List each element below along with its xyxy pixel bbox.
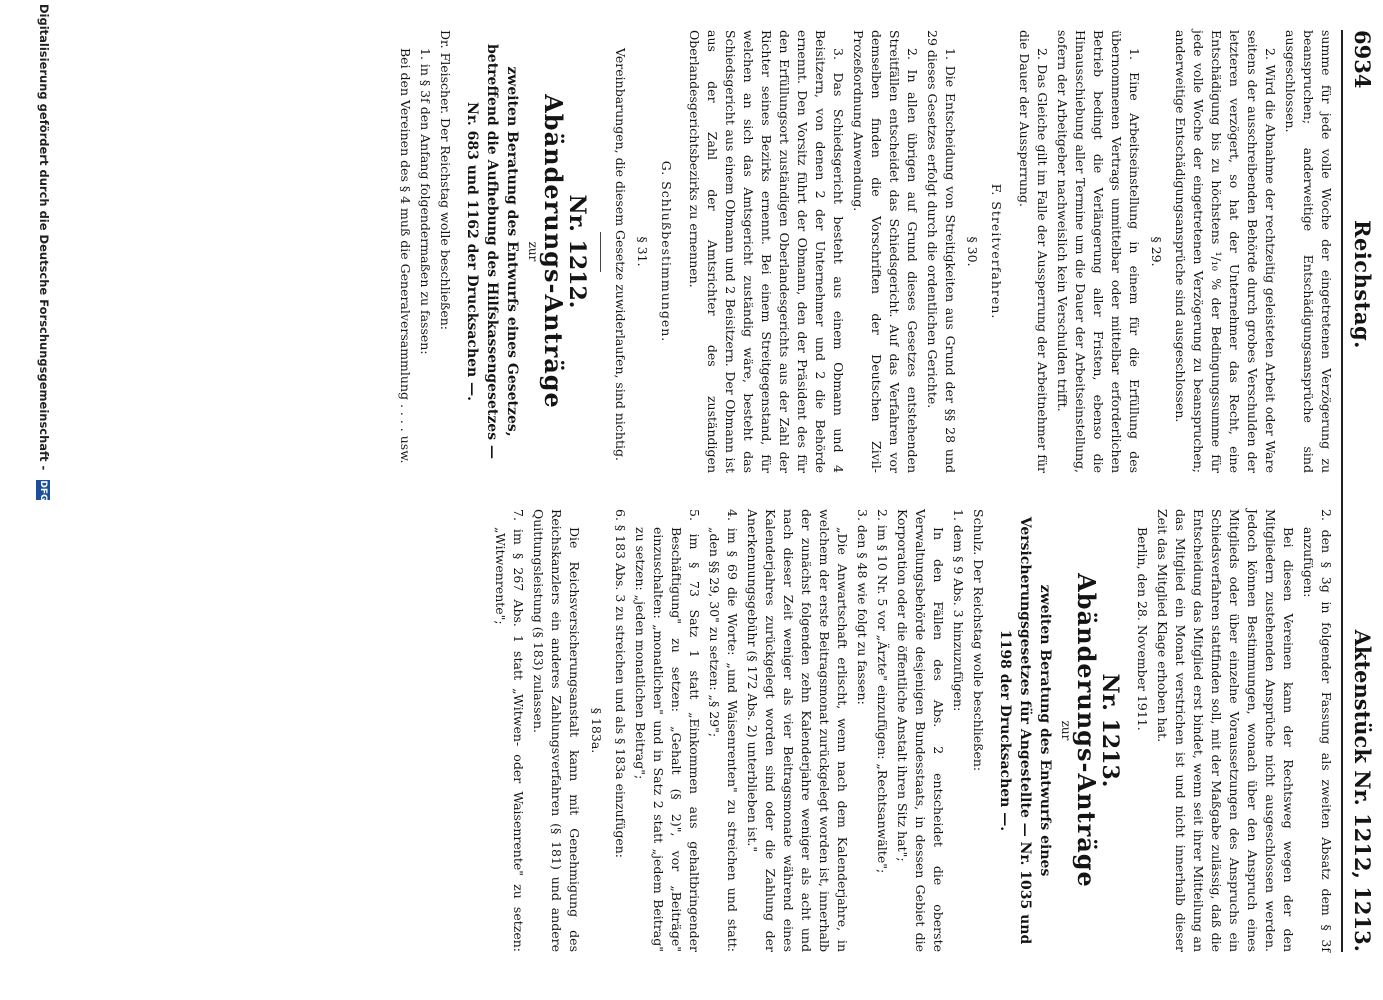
section-g-heading: G. Schlußbestimmungen. [659, 160, 674, 343]
document-subtitle-1212: zweiten Beratung des Entwurfs eines Gesetzes, betreffend die Aufhebung des Hilfskassengesetzes — Nr. 683 und 1162 der Drucksachen —. [464, 44, 520, 459]
page-number: 6934 [1350, 30, 1375, 89]
header-document-number: Aktenstück Nr. 1212, 1213. [1350, 629, 1375, 952]
paragraph-183a-heading: § 183a. [589, 707, 604, 754]
motion-1212-item-1-text: Bei den Vereinen des § 4 muß die Generalversammlung . . . . usw. [398, 48, 413, 464]
clause-2: 2. Wird die Abnahme der rechtzeitig geleisteten Arbeit oder Ware seitens der ausschreibenden Behörde durch grobes Verschulden der letzteren verzögert, so hat der Unternehmer das Recht, eine Entschädigung bis zu höchstens ¹/₁₀ % der Bedingungssumme für jede volle Woche der eingetretenen Verzögerung zu beanspruchen; anderweitige Entschädigungsansprüche sind ausgeschlossen. [1173, 30, 1278, 473]
motion-1213-item-6: 6. § 183 Abs. 3 zu streichen und als § 183a einzufügen: [613, 509, 628, 859]
motion-1213-item-1: 1. dem § 9 Abs. 3 hinzuzufügen: [951, 509, 966, 712]
paragraph-31-heading: § 31. [635, 236, 650, 267]
digitization-footer [27, 4, 51, 994]
paragraph-29-heading: § 29. [1149, 236, 1164, 267]
footer-text: Digitalisierung gefördert durch die Deutsche Forschungsgemeinschaft - [37, 4, 51, 471]
header-rule [1341, 30, 1343, 952]
clause-30-3: 3. Das Schiedsgericht besteht aus einem Obmann und 4 Beisitzern, von denen 2 der Unternehmer und 2 die Behörde ernennt. Den Vorsitz führt der Obmann, den der Präsident des für den Erfüllungsort zuständigen Oberlandesgerichts aus der Zahl der Richter seines Bezirks ernennt. Bei einem Streitgegenstand, für welchen an sich das Amtsgericht zuständig wäre, besteht das Schiedsgericht aus einem Obmann und 2 Beisitzern. Der Obmann ist aus der Zahl der Amtsrichter des zuständigen Oberlandesgerichtsbezirks zu ernennen. [687, 30, 846, 473]
motion-1212-item-2: 2. den § 3g in folgender Fassung als zweiten Absatz dem § 3f anzufügen: [1301, 509, 1334, 952]
header-title: Reichstag. [1350, 220, 1375, 349]
zur-label-1213: zur [1059, 720, 1073, 741]
motion-1213-item-6-text: Die Reichsversicherungsanstalt kann mit Genehmigung des Reichskanzlers ein anderes Zahlungsverfahren (§ 181) und andere Quittungsleistung (§ 183) zulassen. [531, 509, 582, 952]
document-number-1213: Nr. 1213. [1097, 673, 1123, 788]
separator-rule [600, 232, 601, 272]
clause-30-1: 1. Die Entscheidung von Streitigkeiten aus Grund der §§ 28 und 29 dieses Gesetzes erfolgt durch die ordentlichen Gerichte. [925, 30, 958, 473]
clause-30-2: 2. In allen übrigen auf Grund dieses Gesetzes entstehenden Streitfällen entscheidet das Schiedsgericht. Auf das Verfahren vor demselben finden die Vorschriften der Deutschen Zivil-Prozeßordnung Anwendung. [851, 30, 920, 473]
motion-intro-1212: Dr. Fleischer. Der Reichstag wolle beschließen: [438, 30, 453, 330]
clause-31: Vereinbarungen, die diesem Gesetze zuwiderlaufen, sind nichtig. [613, 48, 628, 461]
motion-1212-quote: Bei diesen Vereinen kann der Rechtsweg wegen der den Mitgliedern zustehenden Ansprüche nicht ausgeschlossen werden. Jedoch können Bestimmungen, wonach über den Anspruch eines Mitglieds oder über einzelne Voraussetzungen des Anspruchs ein Schiedsverfahren stattfinden soll, mit der Maßgabe zulässig, daß die Entscheidung das Mitglied erst bindet, wenn seit ihrer Mitteilung an das Mitglied ein Monat verstrichen ist und nicht innerhalb dieser Zeit das Mitglied Klage erhoben hat. [1155, 509, 1296, 952]
motion-intro-1213: Schulz. Der Reichstag wolle beschließen: [971, 509, 986, 772]
left-column [394, 30, 1335, 473]
motion-1213-item-2: 2. im § 10 Nr. 5 vor „Ärzte" einzufügen: „Rechtsanwälte"; [875, 509, 890, 874]
document-title-1213: Abänderungs-Anträge [1072, 573, 1101, 888]
motion-1213-item-1-text: In den Fällen des Abs. 2 entscheidet die oberste Verwaltungsbehörde desjenigen Bundesstaats, in dessen Gebiet die Korporation oder die öffentliche Anstalt ihren Sitz hat"; [895, 509, 946, 952]
clause-29-2: 2. Das Gleiche gilt im Falle der Aussperrung der Arbeitnehmer für die Dauer der Aussperrung. [1017, 30, 1050, 473]
document-number-1212: Nr. 1212. [564, 194, 590, 309]
clause-29-1: 1. Eine Arbeitseinstellung in einem für die Erfüllung des übernommenen Vertrags unmittelbar oder mittelbar erforderlichen Betrieb bedingt die Verlängerung aller Fristen, ebenso die Hinausschiebung aller Termine um die Dauer der Arbeitseinstellung, sofern der Arbeitgeber nachweislich kein Verschulden trifft. [1055, 30, 1142, 473]
motion-1213-item-5: 5. im § 73 Satz 1 statt „Einkommen aus gehaltbringender Beschäftigung" zu setzen: „Gehalt (§ 2)", vor „Beiträge" einzuschalten: „monatlichen" und in Satz 2 statt „jedem Beitrag" zu setzen: „jeden monatlichen Beitrag"; [633, 509, 702, 952]
zur-label: zur [526, 241, 540, 262]
signature-date: Berlin, den 28. November 1911. [1135, 527, 1150, 731]
section-f-heading: F. Streitverfahren. [989, 183, 1004, 320]
motion-1213-item-3: 3. den § 48 wie folgt zu fassen: [855, 509, 870, 705]
paragraph-30-heading: § 30. [965, 236, 980, 267]
right-column [489, 509, 1335, 952]
running-header [1347, 30, 1383, 952]
motion-1213-item-3-text: „Die Anwartschaft erlischt, wenn nach dem Kalenderjahre, in welchem der erste Beitragsmonat zurückgelegt worden ist, innerhalb der zunächst folgenden zehn Kalenderjahre weniger als acht und nach dieser Zeit weniger als vier Beitragsmonate während eines Kalenderjahres zurückgelegt worden sind oder die Zahlung der Anerkennungsgebühr (§ 172 Abs. 2) unterblieben ist." [745, 509, 850, 952]
intro-paragraph: summe für jede volle Woche der eingetretenen Verzögerung zu beanspruchen; anderweitige Entschädigungsansprüche sind ausgeschlossen. [1283, 30, 1334, 473]
motion-1213-item-7: 7. im § 267 Abs. 1 statt „Witwen- oder Waisenrente" zu setzen: „Witwenrente"; [493, 509, 526, 952]
document-subtitle-1213: zweiten Beratung des Entwurfs eines Versicherungsgesetzes für Angestellte — Nr. 1035 und 1198 der Drucksachen —. [997, 516, 1053, 945]
motion-1213-item-4: 4. im § 69 die Worte: „und Waisenrenten" zu streichen und statt: „den §§ 29, 30" zu setzen: „§ 29"; [707, 509, 740, 952]
document-title-1212: Abänderungs-Anträge [539, 94, 568, 409]
dfg-logo: DFG [38, 480, 49, 502]
motion-1212-item-1: 1. in § 3f den Anfang folgendermaßen zu fassen: [418, 48, 433, 355]
